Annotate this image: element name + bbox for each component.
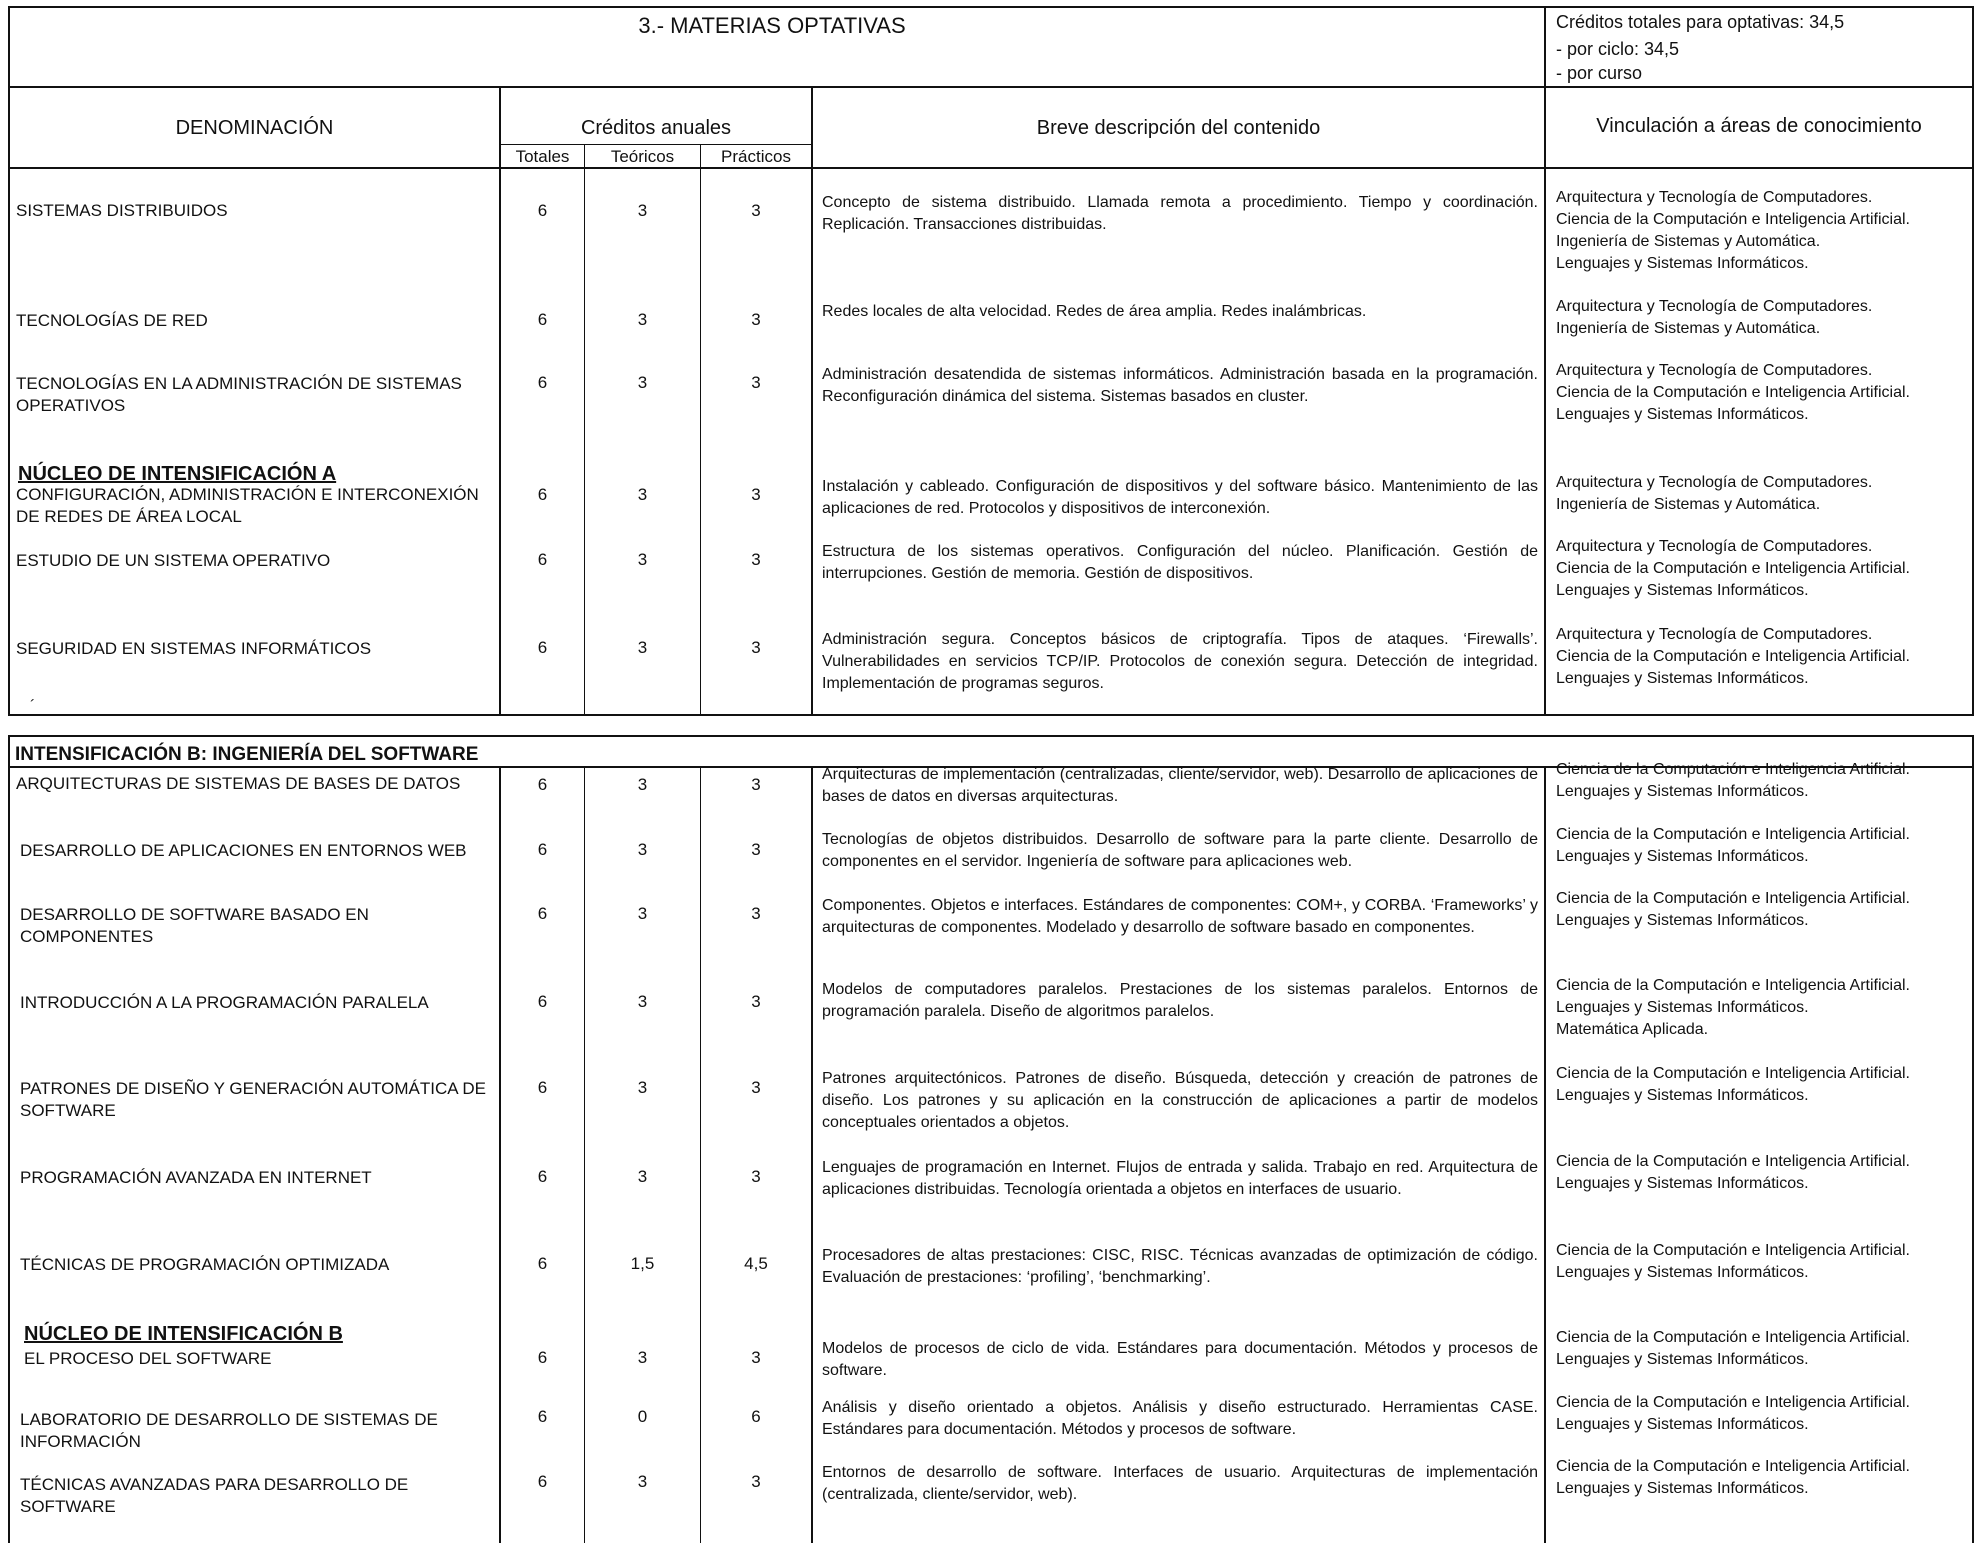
credits-teoricos: 3: [637, 373, 648, 392]
credits-practicos: 3: [751, 1472, 761, 1491]
knowledge-area: Arquitectura y Tecnología de Computadores.: [1556, 538, 1873, 555]
credits-per-course: - por curso: [1556, 63, 1643, 83]
content-description: Patrones arquitectónicos. Patrones de diseño. Búsqueda, detección y creación de patrones de diseño. Los patrones y su aplicación en la construcción de aplicaciones a partir de modelos conceptuales orientados a objetos.: [822, 1070, 1538, 1131]
credits-teoricos: 3: [637, 1078, 648, 1097]
nucleo-b-heading: NÚCLEO DE INTENSIFICACIÓN B: [24, 1323, 343, 1345]
credits-practicos: 3: [751, 1078, 761, 1097]
header-bottom-rule: [8, 167, 1974, 169]
credits-practicos: 6: [751, 1407, 761, 1426]
subject-name: ESTUDIO DE UN SISTEMA OPERATIVO: [16, 551, 331, 570]
knowledge-area: Lenguajes y Sistemas Informáticos.: [1556, 783, 1809, 800]
content-description: Arquitecturas de implementación (centralizadas, cliente/servidor, web). Desarrollo de aplicaciones de bases de datos en diversas arquitecturas.: [822, 766, 1538, 805]
credits-totales: 6: [537, 1167, 548, 1186]
header-totales: Totales: [515, 147, 570, 166]
knowledge-area: Ciencia de la Computación e Inteligencia Artificial.: [1556, 560, 1910, 577]
knowledge-area: Lenguajes y Sistemas Informáticos.: [1556, 912, 1809, 929]
content-description: Modelos de computadores paralelos. Prestaciones de los sistemas paralelos. Entornos de programación paralela. Diseño de algoritmos paralelos.: [822, 981, 1538, 1020]
header-vinculacion: Vinculación a áreas de conocimiento: [1596, 115, 1922, 137]
subject-name: PROGRAMACIÓN AVANZADA EN INTERNET: [20, 1168, 372, 1187]
credits-totales: 6: [537, 310, 548, 329]
knowledge-area: Lenguajes y Sistemas Informáticos.: [1556, 255, 1809, 272]
knowledge-area: Lenguajes y Sistemas Informáticos.: [1556, 582, 1809, 599]
credits-totales: 6: [537, 550, 548, 569]
knowledge-area: Ciencia de la Computación e Inteligencia Artificial.: [1556, 1242, 1910, 1259]
credits-practicos: 3: [751, 1348, 761, 1367]
credits-totales: 6: [537, 1472, 548, 1491]
credits-practicos: 3: [751, 310, 761, 329]
content-description: Lenguajes de programación en Internet. Flujos de entrada y salida. Trabajo en red. Arquitectura de aplicaciones distribuidas. Tecnología orientada a objetos en interfaces de usuario.: [822, 1159, 1538, 1198]
section-a-col-line-1: [499, 168, 501, 715]
header-creditos: Créditos anuales: [580, 117, 732, 139]
knowledge-area: Ciencia de la Computación e Inteligencia Artificial.: [1556, 1458, 1910, 1475]
section-a-sub-line-2: [700, 168, 701, 715]
content-description: Administración segura. Conceptos básicos de criptografía. Tipos de ataques. ‘Firewalls’. Vulnerabilidades en servicios TCP/IP. Protocolos de conexión segura. Detección de integridad. Implementación de programas seguros.: [822, 631, 1538, 692]
credits-totales: 6: [537, 904, 548, 923]
credits-practicos: 3: [751, 992, 761, 1011]
subject-name: CONFIGURACIÓN, ADMINISTRACIÓN E INTERCONEXIÓN DE REDES DE ÁREA LOCAL: [16, 485, 479, 526]
credits-practicos: 3: [751, 201, 761, 220]
knowledge-area: Lenguajes y Sistemas Informáticos.: [1556, 848, 1809, 865]
knowledge-area: Ciencia de la Computación e Inteligencia Artificial.: [1556, 890, 1910, 907]
knowledge-area: Lenguajes y Sistemas Informáticos.: [1556, 1264, 1809, 1281]
credits-totales: 6: [537, 638, 548, 657]
subject-name: SEGURIDAD EN SISTEMAS INFORMÁTICOS: [16, 639, 372, 658]
section-b-top-rule: [8, 735, 1974, 737]
credits-teoricos: 3: [637, 550, 648, 569]
knowledge-area: Ciencia de la Computación e Inteligencia Artificial.: [1556, 384, 1910, 401]
knowledge-area: Arquitectura y Tecnología de Computadores.: [1556, 362, 1873, 379]
knowledge-area: Ciencia de la Computación e Inteligencia Artificial.: [1556, 826, 1910, 843]
subject-name: TÉCNICAS DE PROGRAMACIÓN OPTIMIZADA: [20, 1255, 390, 1274]
credits-subheader-rule: [499, 144, 813, 145]
subject-name: EL PROCESO DEL SOFTWARE: [24, 1349, 272, 1368]
content-description: Redes locales de alta velocidad. Redes de área amplia. Redes inalámbricas.: [822, 303, 1367, 320]
subject-name: ARQUITECTURAS DE SISTEMAS DE BASES DE DATOS: [16, 774, 461, 793]
subject-name: DESARROLLO DE SOFTWARE BASADO EN COMPONENTES: [20, 905, 369, 946]
knowledge-area: Ciencia de la Computación e Inteligencia Artificial.: [1556, 648, 1910, 665]
knowledge-area: Lenguajes y Sistemas Informáticos.: [1556, 1351, 1809, 1368]
section-b-left-border: [8, 735, 10, 1543]
knowledge-area: Lenguajes y Sistemas Informáticos.: [1556, 1480, 1809, 1497]
credits-totales: 6: [537, 1254, 548, 1273]
header-teoricos: Teóricos: [610, 147, 675, 166]
subject-name: SISTEMAS DISTRIBUIDOS: [16, 201, 228, 220]
knowledge-area: Lenguajes y Sistemas Informáticos.: [1556, 1087, 1809, 1104]
title-divider: [1544, 6, 1546, 87]
subject-name: INTRODUCCIÓN A LA PROGRAMACIÓN PARALELA: [20, 993, 429, 1012]
knowledge-area: Ciencia de la Computación e Inteligencia Artificial.: [1556, 1329, 1910, 1346]
credits-totales: 6: [537, 1348, 548, 1367]
credits-practicos: 3: [751, 840, 761, 859]
credits-teoricos: 1,5: [630, 1254, 655, 1273]
credits-totales: 6: [537, 1407, 548, 1426]
top-border: [8, 6, 1974, 8]
knowledge-area: Lenguajes y Sistemas Informáticos.: [1556, 1416, 1809, 1433]
knowledge-area: Ciencia de la Computación e Inteligencia Artificial.: [1556, 211, 1910, 228]
section-a-sub-line-1: [584, 168, 585, 715]
content-description: Instalación y cableado. Configuración de dispositivos y del software básico. Mantenimiento de las aplicaciones de red. Protocolos y dispositivos de interconexión.: [822, 478, 1538, 517]
knowledge-area: Arquitectura y Tecnología de Computadores.: [1556, 626, 1873, 643]
title-bottom-rule: [8, 86, 1974, 88]
page-title: 3.- MATERIAS OPTATIVAS: [638, 13, 906, 38]
credits-practicos: 3: [751, 638, 761, 657]
credits-practicos: 3: [751, 485, 761, 504]
right-border-top: [1972, 6, 1974, 715]
credits-totales: 6: [537, 373, 548, 392]
credits-totales: 6: [537, 840, 548, 859]
subject-name: PATRONES DE DISEÑO Y GENERACIÓN AUTOMÁTICA DE SOFTWARE: [20, 1079, 487, 1120]
section-a-bottom-rule: [8, 714, 1974, 716]
credits-teoricos: 3: [637, 840, 648, 859]
credits-teoricos: 3: [637, 638, 648, 657]
credits-total: Créditos totales para optativas: 34,5: [1556, 12, 1845, 32]
section-b-right-border: [1972, 735, 1974, 1543]
credits-teoricos: 0: [637, 1407, 648, 1426]
credits-totales: 6: [537, 992, 548, 1011]
credits-teoricos: 3: [637, 904, 648, 923]
credits-teoricos: 3: [637, 485, 648, 504]
section-a-col-line-2: [811, 168, 813, 715]
knowledge-area: Lenguajes y Sistemas Informáticos.: [1556, 670, 1809, 687]
credits-teoricos: 3: [637, 1348, 648, 1367]
content-description: Modelos de procesos de ciclo de vida. Estándares para documentación. Métodos y procesos de software.: [822, 1340, 1538, 1379]
content-description: Estructura de los sistemas operativos. Configuración del núcleo. Planificación. Gestión de interrupciones. Gestión de memoria. Gestión de dispositivos.: [822, 543, 1538, 582]
content-description: Entornos de desarrollo de software. Interfaces de usuario. Arquitecturas de implementación (centralizada, cliente/servidor, web).: [822, 1464, 1538, 1503]
knowledge-area: Arquitectura y Tecnología de Computadores.: [1556, 189, 1873, 206]
credits-teoricos: 3: [637, 1472, 648, 1491]
knowledge-area: Matemática Aplicada.: [1556, 1021, 1709, 1038]
knowledge-area: Arquitectura y Tecnología de Computadores.: [1556, 474, 1873, 491]
credits-teoricos: 3: [637, 992, 648, 1011]
header-practicos: Prácticos: [721, 147, 791, 166]
knowledge-area: Ingeniería de Sistemas y Automática.: [1556, 233, 1821, 250]
knowledge-area: Ingeniería de Sistemas y Automática.: [1556, 496, 1821, 513]
credits-per-cycle: - por ciclo: 34,5: [1556, 39, 1680, 59]
knowledge-area: Ciencia de la Computación e Inteligencia Artificial.: [1556, 1394, 1910, 1411]
credits-teoricos: 3: [637, 310, 648, 329]
section-b-heading: INTENSIFICACIÓN B: INGENIERÍA DEL SOFTWARE: [15, 744, 479, 765]
credits-totales: 6: [537, 201, 548, 220]
credits-practicos: 3: [751, 904, 761, 923]
header-denominacion: DENOMINACIÓN: [175, 117, 334, 139]
knowledge-area: Ingeniería de Sistemas y Automática.: [1556, 320, 1821, 337]
knowledge-area: Ciencia de la Computación e Inteligencia Artificial.: [1556, 977, 1910, 994]
credits-totales: 6: [537, 485, 548, 504]
knowledge-area: Lenguajes y Sistemas Informáticos.: [1556, 406, 1809, 423]
credits-practicos: 4,5: [744, 1254, 768, 1273]
knowledge-area: Lenguajes y Sistemas Informáticos.: [1556, 1175, 1809, 1192]
credits-teoricos: 3: [637, 1167, 648, 1186]
knowledge-area: Ciencia de la Computación e Inteligencia Artificial.: [1556, 1153, 1910, 1170]
subject-name: TECNOLOGÍAS EN LA ADMINISTRACIÓN DE SISTEMAS OPERATIVOS: [16, 374, 462, 415]
subject-name: TECNOLOGÍAS DE RED: [16, 311, 208, 330]
credits-practicos: 3: [751, 550, 761, 569]
section-a-col-line-3: [1544, 168, 1546, 715]
stray-mark: ´: [30, 698, 36, 715]
credits-totales: 6: [537, 775, 548, 794]
content-description: Concepto de sistema distribuido. Llamada remota a procedimiento. Tiempo y coordinación. Replicación. Transacciones distribuidas.: [822, 194, 1538, 233]
knowledge-area: Ciencia de la Computación e Inteligencia Artificial.: [1556, 1065, 1910, 1082]
credits-teoricos: 3: [637, 201, 648, 220]
credits-totales: 6: [537, 1078, 548, 1097]
credits-teoricos: 3: [637, 775, 648, 794]
credits-practicos: 3: [751, 775, 761, 794]
knowledge-area: Ciencia de la Computación e Inteligencia Artificial.: [1556, 761, 1910, 778]
subject-name: LABORATORIO DE DESARROLLO DE SISTEMAS DE INFORMACIÓN: [20, 1410, 438, 1451]
knowledge-area: Arquitectura y Tecnología de Computadores.: [1556, 298, 1873, 315]
content-description: Tecnologías de objetos distribuidos. Desarrollo de software para la parte cliente. Desarrollo de componentes en el servidor. Ingeniería de software para aplicaciones web.: [822, 831, 1538, 870]
left-border-top: [8, 6, 10, 715]
content-description: Análisis y diseño orientado a objetos. Análisis y diseño estructurado. Herramientas CASE. Estándares para documentación. Métodos y procesos de software.: [822, 1399, 1538, 1438]
subject-name: DESARROLLO DE APLICACIONES EN ENTORNOS WEB: [20, 841, 467, 860]
header-descripcion: Breve descripción del contenido: [1036, 117, 1321, 139]
content-description: Procesadores de altas prestaciones: CISC, RISC. Técnicas avanzadas de optimización de código. Evaluación de prestaciones: ‘profiling’, ‘benchmarking’.: [822, 1247, 1538, 1286]
section-b-col-line-3: [1544, 766, 1546, 1543]
credits-practicos: 3: [751, 1167, 761, 1186]
knowledge-area: Lenguajes y Sistemas Informáticos.: [1556, 999, 1809, 1016]
content-description: Componentes. Objetos e interfaces. Estándares de componentes: COM+, y CORBA. ‘Frameworks’ y arquitecturas de componentes. Modelado y desarrollo de software basado en componentes.: [822, 897, 1538, 936]
nucleo-a-heading: NÚCLEO DE INTENSIFICACIÓN A: [18, 463, 337, 485]
content-description: Administración desatendida de sistemas informáticos. Administración basada en la programación. Reconfiguración dinámica del sistema. Sistemas basados en cluster.: [822, 366, 1538, 405]
section-b-col-line-2: [811, 766, 813, 1543]
subject-name: TÉCNICAS AVANZADAS PARA DESARROLLO DE SOFTWARE: [20, 1475, 409, 1516]
credits-practicos: 3: [751, 373, 761, 392]
